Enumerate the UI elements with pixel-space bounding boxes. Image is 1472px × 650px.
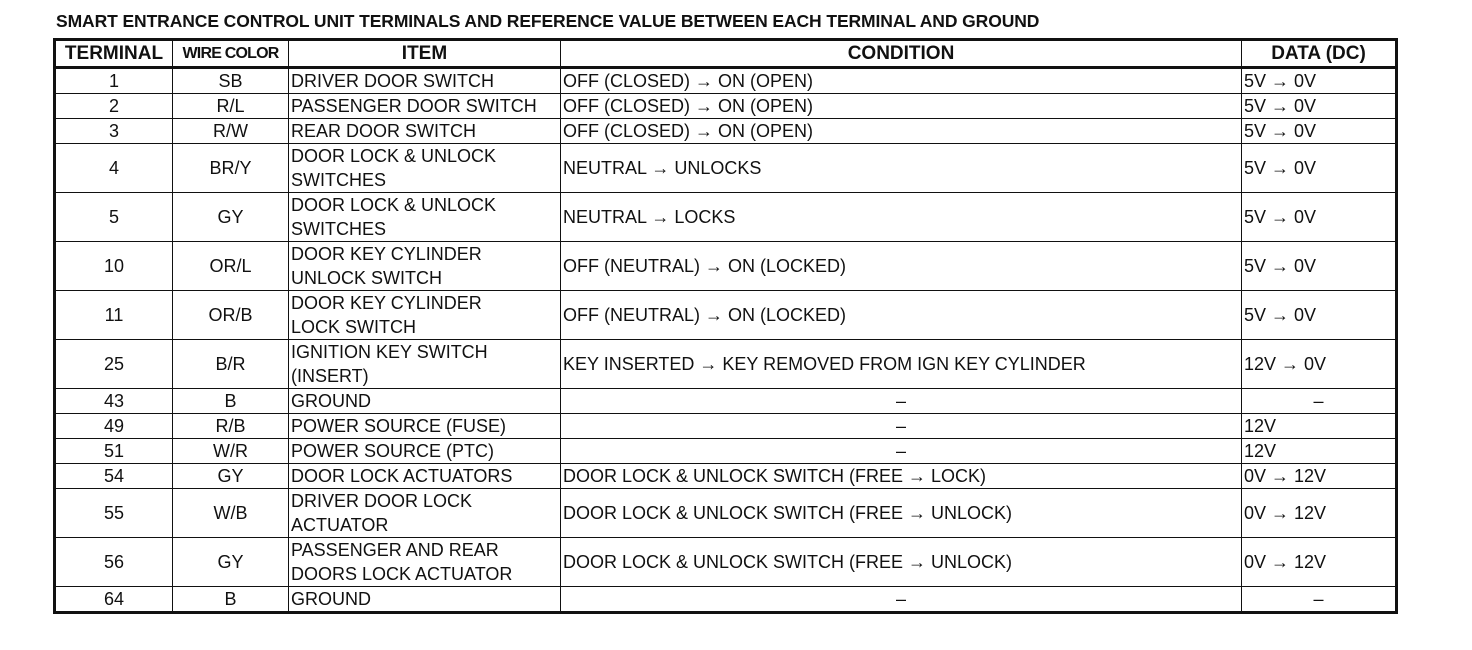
item-cell: PASSENGER AND REAR DOORS LOCK ACTUATOR — [289, 538, 561, 587]
data-cell: 5V → 0V — [1242, 242, 1397, 291]
table-row — [55, 538, 1397, 587]
item-cell: DRIVER DOOR SWITCH — [289, 68, 561, 94]
terminal-cell: 54 — [55, 464, 173, 489]
header-item: ITEM — [289, 40, 561, 68]
item-cell: DOOR LOCK & UNLOCK SWITCHES — [289, 144, 561, 193]
condition-cell: OFF (NEUTRAL) → ON (LOCKED) — [561, 291, 1242, 340]
item-cell: DOOR KEY CYLINDER LOCK SWITCH — [289, 291, 561, 340]
item-cell: DOOR LOCK & UNLOCK SWITCHES — [289, 193, 561, 242]
wire-color-cell: W/R — [173, 439, 289, 464]
condition-cell: DOOR LOCK & UNLOCK SWITCH (FREE → UNLOCK) — [561, 538, 1242, 587]
header-condition: CONDITION — [561, 40, 1242, 68]
condition-cell: NEUTRAL → LOCKS — [561, 193, 1242, 242]
item-cell: GROUND — [289, 587, 561, 613]
terminal-cell: 10 — [55, 242, 173, 291]
condition-cell: OFF (CLOSED) → ON (OPEN) — [561, 68, 1242, 94]
terminal-cell: 2 — [55, 94, 173, 119]
wire-color-cell: B/R — [173, 340, 289, 389]
wire-color-cell: BR/Y — [173, 144, 289, 193]
item-cell: IGNITION KEY SWITCH (INSERT) — [289, 340, 561, 389]
terminal-cell: 56 — [55, 538, 173, 587]
table-row — [55, 587, 1397, 613]
data-cell: – — [1242, 587, 1397, 613]
wire-color-cell: GY — [173, 464, 289, 489]
condition-cell: OFF (NEUTRAL) → ON (LOCKED) — [561, 242, 1242, 291]
wire-color-cell: R/L — [173, 94, 289, 119]
condition-cell: NEUTRAL → UNLOCKS — [561, 144, 1242, 193]
data-cell: 5V → 0V — [1242, 119, 1397, 144]
table-row — [55, 119, 1397, 144]
wire-color-cell: B — [173, 389, 289, 414]
table-row — [55, 291, 1397, 340]
table-row — [55, 464, 1397, 489]
wire-color-cell: OR/B — [173, 291, 289, 340]
table-row — [55, 193, 1397, 242]
data-cell: 5V → 0V — [1242, 291, 1397, 340]
item-cell: POWER SOURCE (FUSE) — [289, 414, 561, 439]
terminal-cell: 5 — [55, 193, 173, 242]
wire-color-cell: W/B — [173, 489, 289, 538]
wire-color-cell: OR/L — [173, 242, 289, 291]
terminal-cell: 43 — [55, 389, 173, 414]
table-row — [55, 489, 1397, 538]
wire-color-cell: GY — [173, 193, 289, 242]
item-cell: PASSENGER DOOR SWITCH — [289, 94, 561, 119]
data-cell: 5V → 0V — [1242, 193, 1397, 242]
condition-cell: OFF (CLOSED) → ON (OPEN) — [561, 119, 1242, 144]
wire-color-cell: R/W — [173, 119, 289, 144]
header-data: DATA (DC) — [1242, 40, 1397, 68]
data-cell: 0V → 12V — [1242, 538, 1397, 587]
terminal-cell: 11 — [55, 291, 173, 340]
terminal-cell: 4 — [55, 144, 173, 193]
wire-color-cell: GY — [173, 538, 289, 587]
item-cell: DOOR LOCK ACTUATORS — [289, 464, 561, 489]
header-terminal: TERMINAL — [55, 40, 173, 68]
condition-cell: OFF (CLOSED) → ON (OPEN) — [561, 94, 1242, 119]
condition-cell: – — [561, 439, 1242, 464]
wire-color-cell: R/B — [173, 414, 289, 439]
item-cell: REAR DOOR SWITCH — [289, 119, 561, 144]
terminal-cell: 1 — [55, 68, 173, 94]
item-cell: DOOR KEY CYLINDER UNLOCK SWITCH — [289, 242, 561, 291]
table-row — [55, 68, 1397, 94]
table-row — [55, 414, 1397, 439]
table-row — [55, 340, 1397, 389]
condition-cell: – — [561, 587, 1242, 613]
data-cell: 12V → 0V — [1242, 340, 1397, 389]
condition-cell: DOOR LOCK & UNLOCK SWITCH (FREE → UNLOCK) — [561, 489, 1242, 538]
terminal-cell: 3 — [55, 119, 173, 144]
table-header-row — [55, 40, 1397, 68]
wire-color-cell: SB — [173, 68, 289, 94]
data-cell: 5V → 0V — [1242, 68, 1397, 94]
wire-color-cell: B — [173, 587, 289, 613]
data-cell: 0V → 12V — [1242, 464, 1397, 489]
data-cell: – — [1242, 389, 1397, 414]
table-row — [55, 389, 1397, 414]
condition-cell: KEY INSERTED → KEY REMOVED FROM IGN KEY CYLINDER — [561, 340, 1242, 389]
data-cell: 0V → 12V — [1242, 489, 1397, 538]
data-cell: 12V — [1242, 439, 1397, 464]
header-wire-color: WIRE COLOR — [173, 40, 289, 68]
table-row — [55, 439, 1397, 464]
terminal-cell: 64 — [55, 587, 173, 613]
table-row — [55, 242, 1397, 291]
condition-cell: – — [561, 389, 1242, 414]
terminal-cell: 25 — [55, 340, 173, 389]
terminal-cell: 51 — [55, 439, 173, 464]
terminal-table — [53, 38, 1398, 614]
item-cell: DRIVER DOOR LOCK ACTUATOR — [289, 489, 561, 538]
condition-cell: DOOR LOCK & UNLOCK SWITCH (FREE → LOCK) — [561, 464, 1242, 489]
terminal-cell: 55 — [55, 489, 173, 538]
table-row — [55, 144, 1397, 193]
item-cell: POWER SOURCE (PTC) — [289, 439, 561, 464]
document-title: SMART ENTRANCE CONTROL UNIT TERMINALS AND REFERENCE VALUE BETWEEN EACH TERMINAL AND GROUND — [56, 11, 1040, 31]
data-cell: 12V — [1242, 414, 1397, 439]
data-cell: 5V → 0V — [1242, 144, 1397, 193]
condition-cell: – — [561, 414, 1242, 439]
data-cell: 5V → 0V — [1242, 94, 1397, 119]
item-cell: GROUND — [289, 389, 561, 414]
table-row — [55, 94, 1397, 119]
terminal-cell: 49 — [55, 414, 173, 439]
